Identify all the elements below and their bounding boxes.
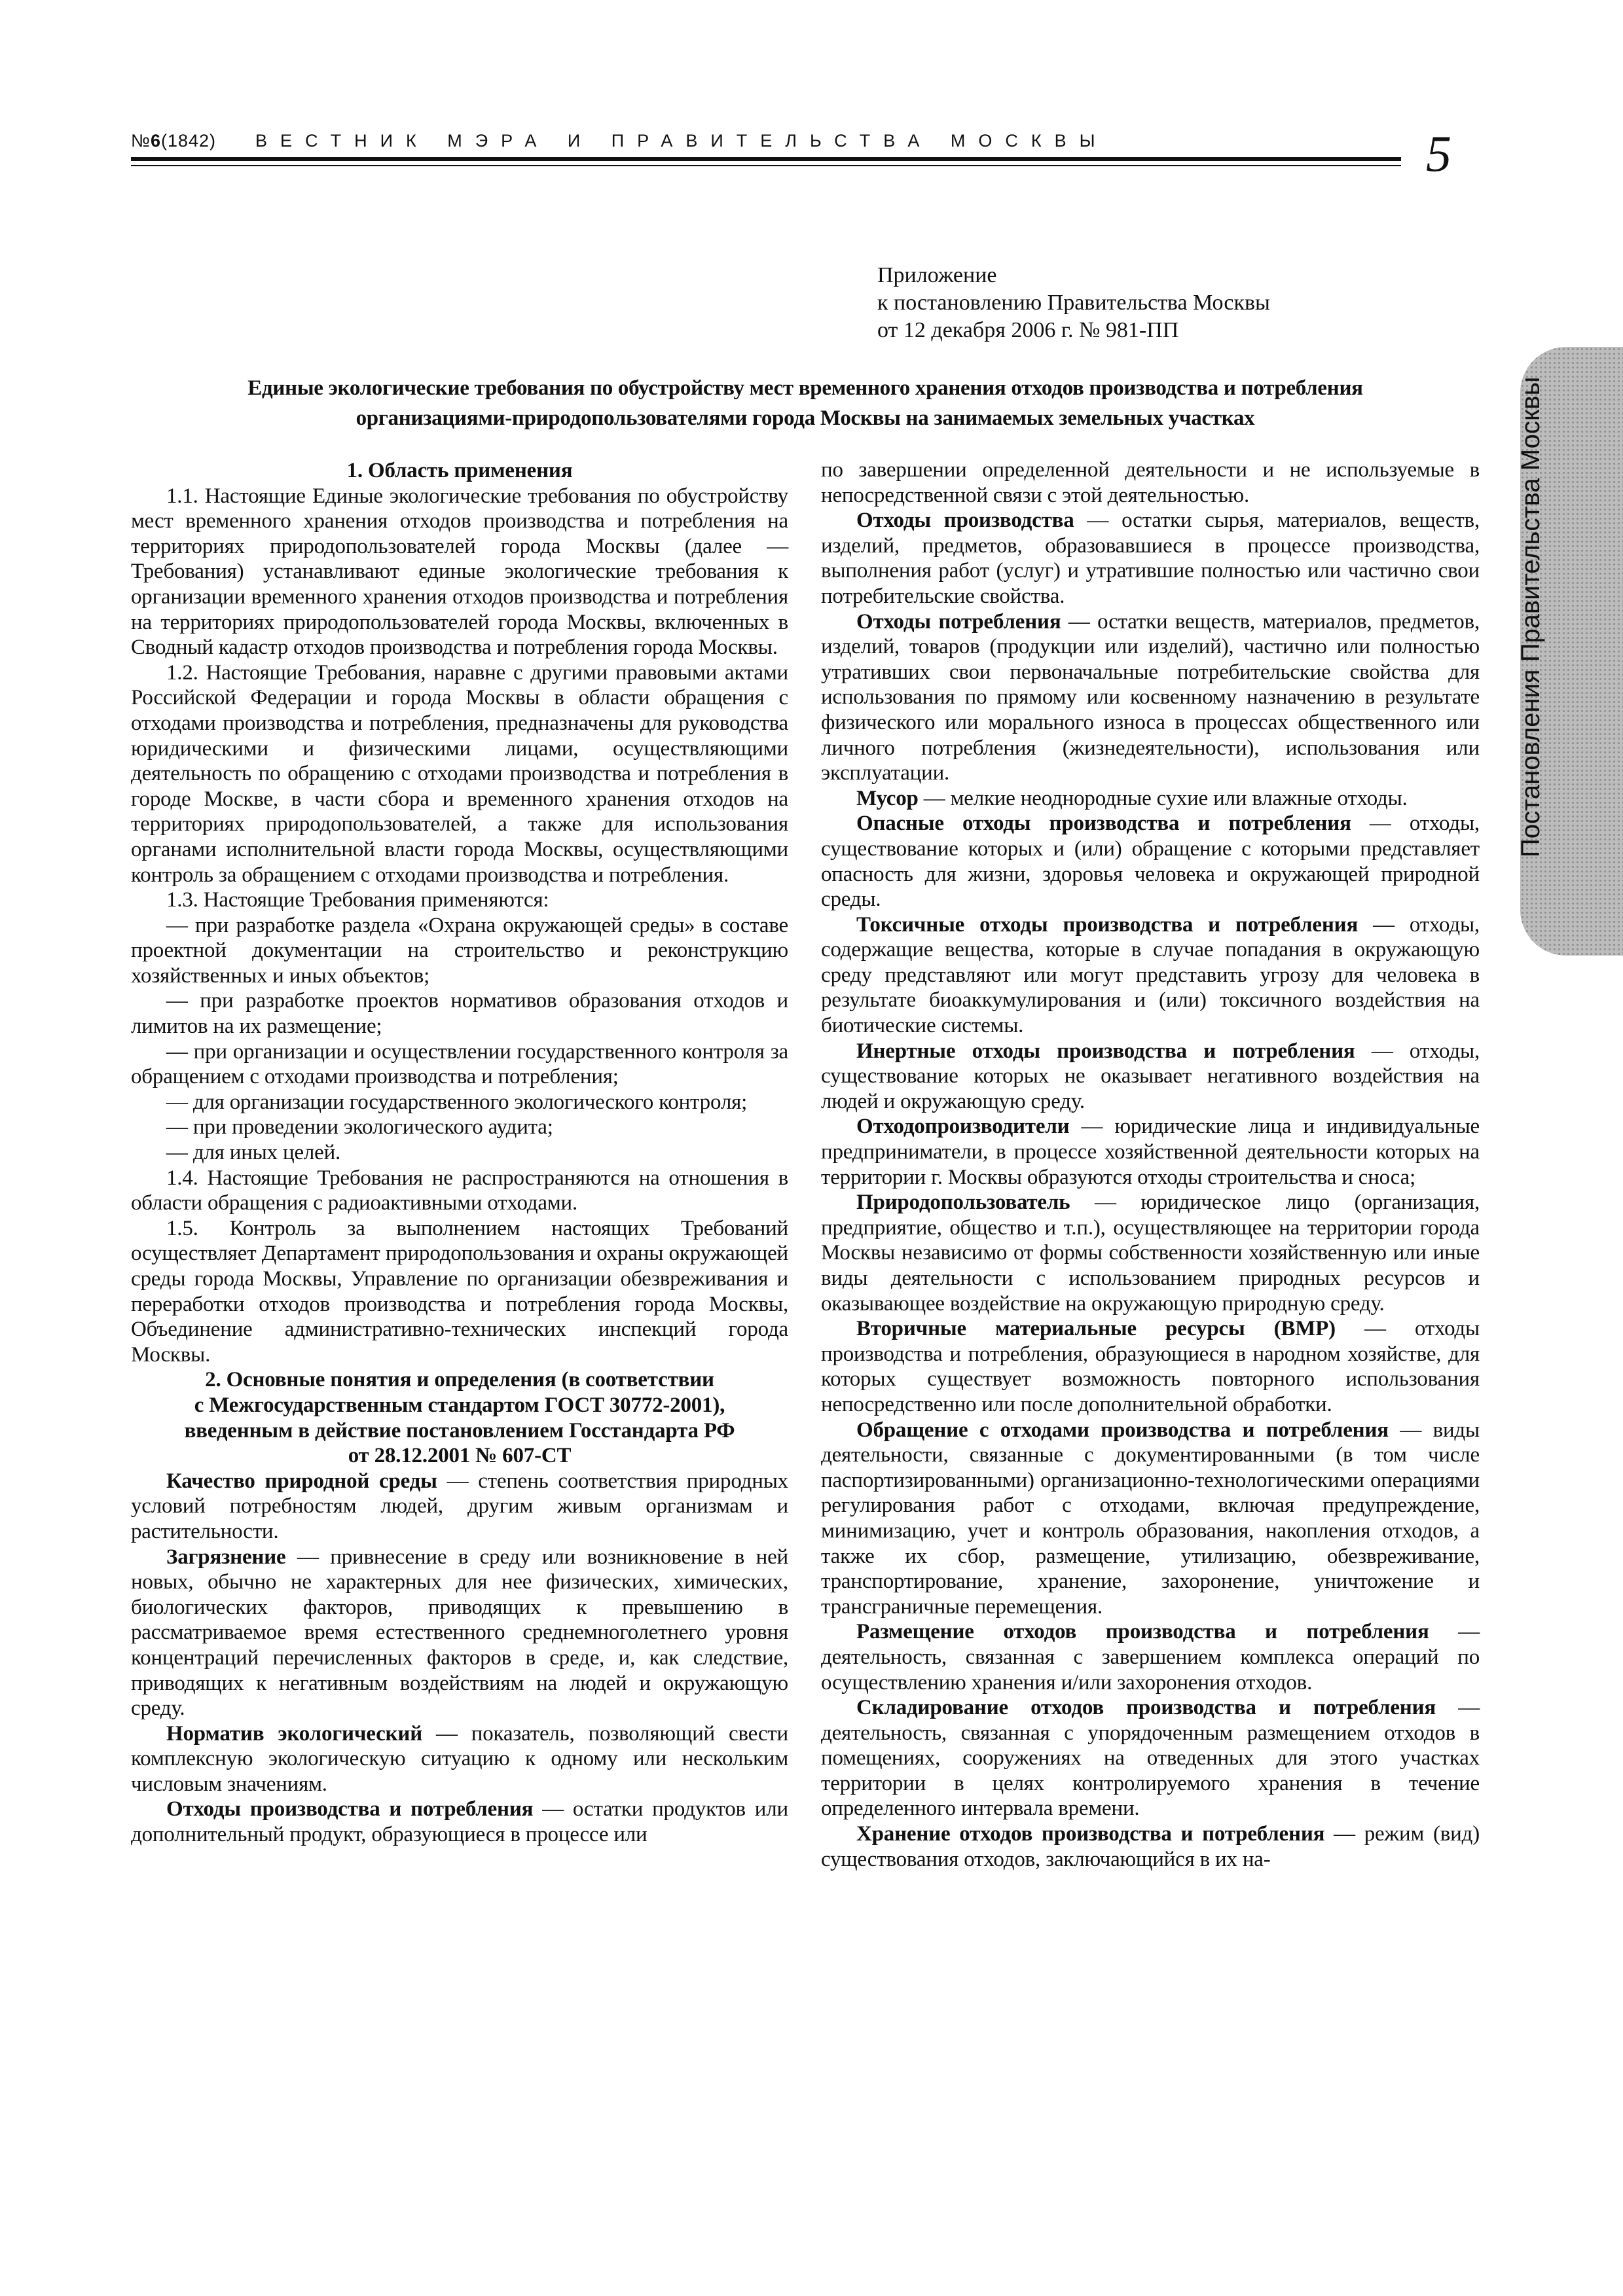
definition-term: Мусор: [856, 786, 919, 810]
definition: [821, 811, 1480, 912]
left-column: [131, 458, 788, 1848]
header-rule-thick: [131, 157, 1401, 161]
document-title-line: организациями-природопользователями города Москвы на занимаемых земельных участках: [356, 406, 1255, 430]
bullet-item: — для организации государственного экологического контроля;: [166, 1090, 748, 1114]
definition-term: Отходопроизводители: [856, 1115, 1070, 1139]
paragraph: 1.3. Настоящие Требования применяются:: [166, 888, 549, 912]
definition-term: Качество природной среды: [166, 1469, 437, 1493]
definition-term: Хранение отходов производства и потребления: [856, 1822, 1325, 1846]
bullet-item: — для иных целей.: [166, 1141, 341, 1165]
document-title: [131, 373, 1480, 433]
definition-term: Опасные отходы производства и потребления: [856, 812, 1351, 836]
definition: [821, 1619, 1480, 1695]
page-number: 5: [1426, 125, 1451, 182]
definition-text: — мелкие неоднородные сухие или влажные отходы.: [918, 786, 1408, 810]
header-rule-thin: [131, 165, 1401, 166]
definition-text: — деятельность, связанная с завершением комплекса операций по осуществлению хранения и/или захоронения отходов.: [821, 1620, 1480, 1695]
section-heading: [131, 1367, 788, 1468]
definition-term: Обращение с отходами производства и потребления: [856, 1418, 1389, 1442]
definition: [821, 1418, 1480, 1620]
paragraph: 1.5. Контроль за выполнением настоящих Требований осуществляет Департамент природопользования и охраны окружающей среды города Москвы, Управление по организации обезвреживания и переработки отходов производства и потребления города Москвы, Объединение административно-технических инспекций города Москвы.: [131, 1216, 788, 1367]
definition-text: — остатки сырья, материалов, веществ, изделий, предметов, образовавшиеся в процессе производства, выполнения работ (услуг) и утратившие полностью или частично свои потребительские свойства.: [821, 509, 1480, 608]
definition: [131, 1469, 788, 1545]
bullet-item: — при разработке раздела «Охрана окружающей среды» в составе проектной документации на строительство и реконструкцию хозяйственных и иных объектов;: [131, 913, 788, 988]
definition-text: — виды деятельности, связанные с документированными (в том числе паспортизированными) организационно-технологическими операциями регулирования работ с отходами, включая предупреждение, минимизацию, учет и контроль образования, накопления отходов, а также их сбор, размещение, утилизацию, обезвреживание, транспортирование, хранение, захоронение, уничтожение и трансграничные перемещения.: [821, 1418, 1480, 1619]
section-heading-line: от 28.12.2001 № 607-СТ: [348, 1444, 572, 1468]
definition: [821, 1190, 1480, 1316]
definition-text: — юридические лица и индивидуальные предприниматели, в процессе хозяйственной деятельности которых на территории г. Москвы образуются отходы строительства и сноса;: [821, 1115, 1480, 1189]
bullet-item: — при разработке проектов нормативов образования отходов и лимитов на их размещение;: [131, 989, 788, 1039]
definition-text: — остатки продуктов или дополнительный продукт, образующиеся в процессе или: [131, 1797, 788, 1847]
section-heading: 1. Область применения: [346, 459, 573, 482]
definition: [821, 1039, 1480, 1115]
right-column: [821, 457, 1480, 1872]
definition: [131, 1797, 788, 1847]
definition-text: — юридическое лицо (организация, предприятие, общество и т.п.), осуществляющее на территории города Москвы независимо от формы собственности хозяйственную или иные виды деятельности с использованием природных ресурсов и оказывающее воздействие на окружающую природную среду.: [821, 1191, 1480, 1316]
appendix-note: [877, 262, 1388, 344]
definition-text: — отходы, существование которых не оказывает негативного воздействия на людей и окружающую среду.: [821, 1039, 1480, 1113]
definition-term: Отходы производства и потребления: [166, 1797, 534, 1821]
definition: [821, 508, 1480, 609]
side-tab-label: Постановления Правительства Москвы: [1516, 376, 1545, 857]
issue-number: №6(1842): [131, 131, 217, 151]
section-heading-line: 2. Основные понятия и определения (в соответствии: [205, 1368, 714, 1392]
paragraph-continuation: по завершении определенной деятельности и не используемые в непосредственной связи с этой деятельностью.: [821, 458, 1480, 507]
paragraph: 1.4. Настоящие Требования не распространяются на отношения в области обращения с радиоактивными отходами.: [131, 1166, 788, 1215]
definition-text: — показатель, позволяющий свести комплексную экологическую ситуацию к одному или нескольким числовым значениям.: [131, 1721, 788, 1796]
definition: [821, 1821, 1480, 1872]
definition: [821, 1114, 1480, 1190]
definition: [821, 1695, 1480, 1821]
definition-text: — отходы производства и потребления, образующиеся в народном хозяйстве, для которых существует возможность повторного использования непосредственно или после дополнительной обработки.: [821, 1317, 1480, 1416]
definition: [821, 786, 1480, 812]
definition-text: — отходы, существование которых и (или) обращение с которыми представляет опасность для жизни, здоровья человека и окружающей природной среды.: [821, 812, 1480, 912]
definition-text: — деятельность, связанная с упорядоченным размещением отходов в помещениях, сооружениях на отведенных для этого участках территории в целях контролируемого хранения в течение определенного интервала времени.: [821, 1696, 1480, 1821]
definition-term: Инертные отходы производства и потребления: [856, 1039, 1355, 1063]
section-heading-line: с Межгосударственным стандартом ГОСТ 30772-2001),: [194, 1393, 725, 1417]
section-heading-line: введенным в действие постановлением Госстандарта РФ: [184, 1418, 735, 1443]
definition: [821, 1316, 1480, 1417]
paragraph: 1.2. Настоящие Требования, наравне с другими правовыми актами Российской Федерации и города Москвы в области обращения с отходами производства и потребления, предназначены для руководства юридическими и физическими лицами, осуществляющими деятельность по обращению с отходами производства и потребления в городе Москве, в части сбора и временного хранения отходов на территориях природопользователей, а также для использования органами исполнительной власти города Москвы, осуществляющими контроль за обращением с отходами производства и потребления.: [131, 660, 788, 887]
document-title-line: Единые экологические требования по обустройству мест временного хранения отходов производства и потребления: [247, 376, 1363, 400]
paragraph: 1.1. Настоящие Единые экологические требования по обустройству мест временного хранения отходов производства и потребления на территориях природопользователей города Москвы (далее — Требования) устанавливают единые экологические требования к организации временного хранения отходов производства и потребления на территориях природопользователей города Москвы, включенных в Сводный кадастр отходов производства и потребления города Москвы.: [131, 484, 788, 660]
definition: [821, 912, 1480, 1039]
appendix-line: Приложение: [877, 263, 997, 287]
definition-term: Природопользователь: [856, 1191, 1070, 1215]
definition-text: — отходы, содержащие вещества, которые в случае попадания в окружающую среду представляют или могут представить угрозу для человека в результате биоаккумулирования и (или) токсичного воздействия на биотические системы.: [821, 912, 1480, 1038]
appendix-line: от 12 декабря 2006 г. № 981-ПП: [877, 318, 1179, 342]
definition-term: Вторичные материальные ресурсы (ВМР): [856, 1317, 1336, 1341]
definition: [821, 609, 1480, 786]
appendix-line: к постановлению Правительства Москвы: [877, 291, 1270, 315]
definition: [131, 1545, 788, 1721]
definition-term: Размещение отходов производства и потребления: [856, 1620, 1429, 1644]
definition: [131, 1721, 788, 1797]
definition-text: — привнесение в среду или возникновение в ней новых, обычно не характерных для нее физических, химических, биологических факторов, приводящих к превышению в рассматриваемое время естественного среднемноголетнего уровня концентраций перечисленных факторов в среде, и, как следствие, приводящих к негативным воздействиям на людей и окружающую среду.: [131, 1545, 788, 1721]
running-header: [131, 130, 1401, 156]
definition-text: — степень соответствия природных условий потребностям людей, другим живым организмам и растительности.: [131, 1469, 788, 1543]
definition-term: Токсичные отходы производства и потребления: [856, 912, 1359, 937]
definition-text: — режим (вид) существования отходов, заключающийся в их на-: [821, 1822, 1480, 1871]
definition-text: — остатки веществ, материалов, предметов, изделий, товаров (продукции или изделий), частично или полностью утративших свои первоначальные потребительские свойства для использования по прямому или косвенному назначению в результате физического или морального износа в процессах общественного или личного потребления (жизнедеятельности), использования или эксплуатации.: [821, 609, 1480, 785]
bullet-item: — при организации и осуществлении государственного контроля за обращением с отходами производства и потребления;: [131, 1039, 788, 1089]
definition-term: Загрязнение: [166, 1545, 286, 1569]
definition-term: Отходы потребления: [856, 609, 1061, 634]
definition-term: Норматив экологический: [166, 1721, 423, 1746]
journal-title: ВЕСТНИК МЭРА И ПРАВИТЕЛЬСТВА МОСКВЫ: [255, 131, 1108, 151]
bullet-item: — при проведении экологического аудита;: [166, 1115, 553, 1139]
definition-term: Складирование отходов производства и потребления: [856, 1696, 1436, 1720]
definition-term: Отходы производства: [856, 509, 1074, 533]
